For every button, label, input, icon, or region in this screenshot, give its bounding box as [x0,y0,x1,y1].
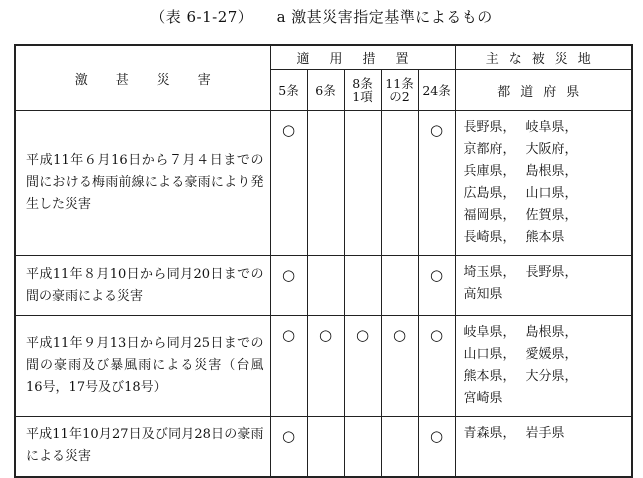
prefecture-name: 愛媛県， [525,347,578,362]
affected-prefectures [455,316,632,417]
measure-mark [381,417,418,477]
table-row [15,417,632,477]
measure-mark [344,111,381,256]
table-title [0,6,643,27]
measure-mark [344,417,381,477]
prefecture-name: 山口県， [525,186,578,201]
prefecture-name: 岩手県 [525,426,565,441]
measure-mark: ○ [418,256,455,316]
prefecture-name: 佐賀県， [525,208,578,223]
disaster-table [14,44,633,478]
prefecture-name: 大阪府， [525,142,578,157]
header-measure-col: 11条 の2 [381,70,418,111]
header-measure-col: 8条 1項 [344,70,381,111]
prefecture-name: 岐阜県， [525,120,578,135]
measure-mark [307,256,344,316]
measure-mark [344,256,381,316]
table-row [15,256,632,316]
affected-prefectures [455,417,632,477]
prefecture-name: 長野県， [463,120,516,135]
prefecture-name: 山口県， [463,347,516,362]
prefecture-name: 熊本県， [463,369,516,384]
measure-mark: ○ [270,417,307,477]
prefecture-name: 島根県， [525,164,578,179]
table-caption: a 激甚災害指定基準によるもの [276,8,493,26]
disaster-description: 平成11年８月10日から同月20日までの間の豪雨による災害 [15,256,270,316]
measure-mark [307,417,344,477]
prefecture-name: 兵庫県， [463,164,516,179]
header-measure-col: 5条 [270,70,307,111]
table-row [15,316,632,417]
disaster-description: 平成11年９月13日から同月25日までの間の豪雨及び暴風雨による災害（台風16号，17号及び18号） [15,316,270,417]
header-places-sub: 都道府県 [455,70,632,111]
header-measure-col: 6条 [307,70,344,111]
measure-mark: ○ [418,111,455,256]
measure-mark: ○ [418,417,455,477]
prefecture-name: 熊本県 [525,230,565,245]
prefecture-name: 島根県， [525,325,578,340]
measure-mark: ○ [418,316,455,417]
prefecture-name: 大分県， [525,369,578,384]
prefecture-name: 宮崎県 [463,391,503,406]
table-number: （表 6-1-27） [150,8,254,26]
measure-mark: ○ [307,316,344,417]
affected-prefectures [455,256,632,316]
header-measure-col: 24条 [418,70,455,111]
affected-prefectures [455,111,632,256]
measure-mark: ○ [270,111,307,256]
prefecture-name: 長野県， [525,265,578,280]
measure-mark [381,111,418,256]
measure-mark [381,256,418,316]
measure-mark: ○ [381,316,418,417]
measure-mark: ○ [270,316,307,417]
prefecture-name: 京都府， [463,142,516,157]
measure-mark: ○ [344,316,381,417]
prefecture-name: 広島県， [463,186,516,201]
table-row [15,111,632,256]
prefecture-name: 福岡県， [463,208,516,223]
prefecture-name: 長崎県， [463,230,516,245]
disaster-description: 平成11年10月27日及び同月28日の豪雨による災害 [15,417,270,477]
measure-mark [307,111,344,256]
prefecture-name: 青森県， [463,426,516,441]
header-measures: 適用措置 [270,45,455,70]
header-places: 主な被災地 [455,45,632,70]
measure-mark: ○ [270,256,307,316]
prefecture-name: 埼玉県， [463,265,516,280]
prefecture-name: 岐阜県， [463,325,516,340]
disaster-description: 平成11年６月16日から７月４日までの間における梅雨前線による豪雨により発生した災害 [15,111,270,256]
prefecture-name: 高知県 [463,287,503,302]
header-disaster: 激甚災害 [15,45,270,111]
